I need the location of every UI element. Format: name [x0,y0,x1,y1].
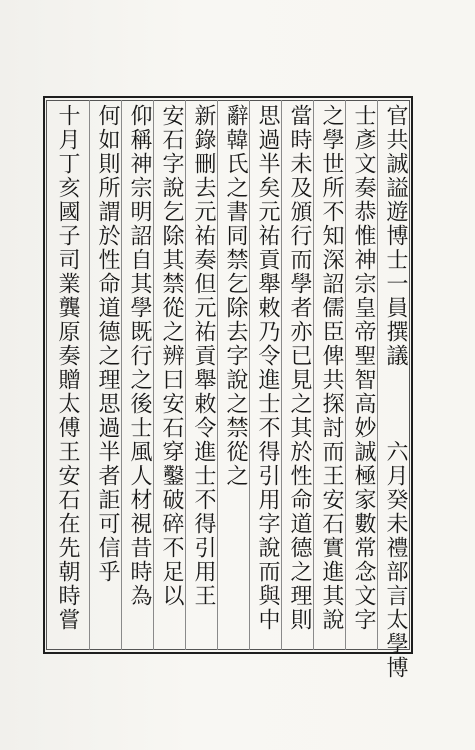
text-column-8: 安石字說乞除其禁從之辨曰安石穿鑿破碎不足以 [159,104,184,608]
column-rule [89,100,90,650]
text-column-5: 思過半矣元祐貢舉敕乃令進士不得引用字說而與中 [255,104,280,632]
text-column-2: 士彥文奏恭惟神宗皇帝聖智高妙誠極家數常念文字 [351,104,376,632]
text-column-9: 仰稱神宗明詔自其學既行之後士風人材視昔時為 [127,104,152,608]
text-column-1-second: 六月癸未禮部言太學博 [383,440,408,680]
text-column-7: 新錄刪去元祐奏但元祐貢舉敕令進士不得引用王 [191,104,216,608]
text-column-4: 當時未及頒行而學者亦已見之其於性命道德之理則 [287,104,312,632]
text-column-1: 官共誠謚遊博士一員撰議 [383,104,408,368]
text-column-3: 之學世所不知深詔儒臣俾共探討而王安石實進其說 [319,104,344,632]
text-column-6: 辭韓氏之書同禁乞除去字說之禁從之 [223,104,248,488]
text-column-10: 何如則所謂於性命道德之理思過半者詎可信乎 [95,104,120,584]
text-column-11: 十月丁亥國子司業龔原奏贈太傅王安石在先朝時嘗 [55,104,80,632]
